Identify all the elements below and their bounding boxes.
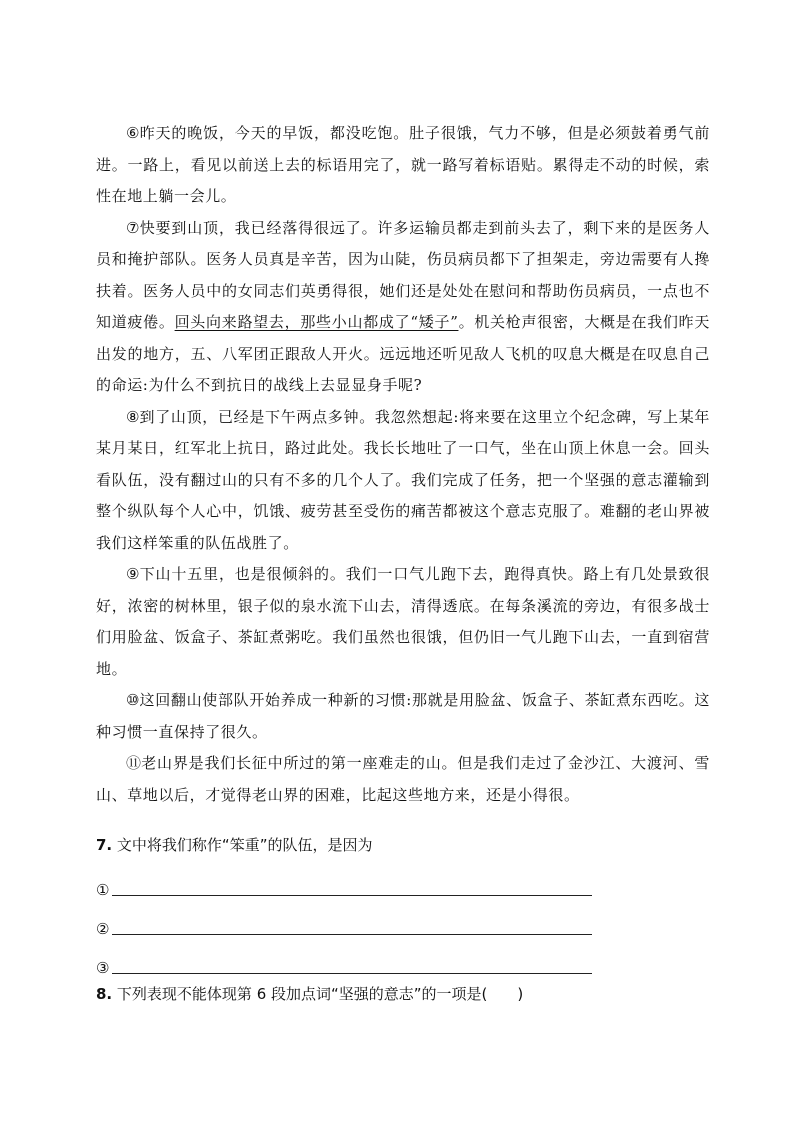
paragraph-text: 到了山顶，已经是下午两点多钟。我忽然想起:将来要在这里立个纪念碑，写上某年某月某日，红军北上抗日，路过此处。我长长地吐了一口气，坐在山顶上休息一会。回头看队伍，没有翻过山的只有不多的几个人了。我们完成了任务，把一个坚强的意志灌输到整个纵队每个人心中，饥饿、疲劳甚至受伤的痛苦都被这个意志克服了。难翻的老山界被我们这样笨重的队伍战胜了。 [96,407,710,552]
answer-blank-1[interactable] [96,860,710,899]
paragraph-text: 这回翻山使部队开始养成一种新的习惯:那就是用脸盆、饭盒子、茶缸煮东西吃。这种习惯一直保持了很久。 [96,691,710,741]
paragraph-6 [96,118,710,213]
question-number: 8. [96,985,113,1003]
blank-marker: ③ [96,959,110,977]
question-text: 下列表现不能体现第 6 段加点词“坚强的意志”的一项是( ) [116,985,524,1003]
question-8 [96,979,710,1009]
reading-passage [96,118,710,811]
paragraph-10 [96,685,710,748]
paragraph-number: ⑥ [126,124,140,142]
paragraph-8 [96,402,710,560]
paragraph-text: 老山界是我们长征中所过的第一座难走的山。但是我们走过了金沙江、大渡河、雪山、草地以后，才觉得老山界的困难，比起这些地方来，还是小得很。 [96,754,710,804]
question-text: 文中将我们称作“笨重”的队伍，是因为 [116,836,373,854]
answer-blank-2[interactable] [96,899,710,938]
paragraph-text: 。机关枪声很密，大概是在我们昨天出发的地方，五、八军团正跟敌人开火。远远地还听见敌人飞机的叹息大概是在叹息自己的命运:为什么不到抗日的战线上去显显身手呢? [96,313,710,394]
paragraph-number: ⑦ [126,218,140,237]
paragraph-11 [96,748,710,811]
answer-line [112,894,592,896]
answer-line [112,972,592,974]
questions-section [96,830,710,1009]
paragraph-7 [96,213,710,402]
underlined-sentence: 回头向来路望去，那些小山都成了“矮子” [174,313,459,331]
paragraph-number: ⑩ [126,691,140,709]
answer-blank-3[interactable] [96,938,710,977]
paragraph-text: 昨天的晚饭，今天的早饭，都没吃饱。肚子很饿，气力不够，但是必须鼓着勇气前进。一路上，看见以前送上去的标语用完了，就一路写着标语贴。累得走不动的时候，索性在地上躺一会儿。 [96,124,710,205]
paragraph-number: ⑨ [126,565,140,583]
question-number: 7. [96,836,113,854]
answer-line [112,933,592,935]
blank-marker: ② [96,920,110,938]
blank-marker: ① [96,881,110,899]
paragraph-text: 下山十五里，也是很倾斜的。我们一口气儿跑下去，跑得真快。路上有几处景致很好，浓密的树林里，银子似的泉水流下山去，清得透底。在每条溪流的旁边，有很多战士们用脸盆、饭盒子、茶缸煮粥吃。我们虽然也很饿，但仍旧一气儿跑下山去，一直到宿营地。 [96,565,710,678]
question-7 [96,830,710,860]
paragraph-text: 快要到山顶，我已经落得很远了。许多运输员都走到前头去了，剩下来的是医务人员和掩护部队。医务人员真是辛苦，因为山陡，伤员病员都下了担架走，旁边需要有人搀扶着。医务人员中的女同志们英勇得很，她们还是处处在慰问和帮助伤员病员，一点也不知道疲倦。 [96,218,710,331]
paragraph-9 [96,559,710,685]
paragraph-number: ⑪ [126,754,142,772]
paragraph-number: ⑧ [126,407,140,426]
